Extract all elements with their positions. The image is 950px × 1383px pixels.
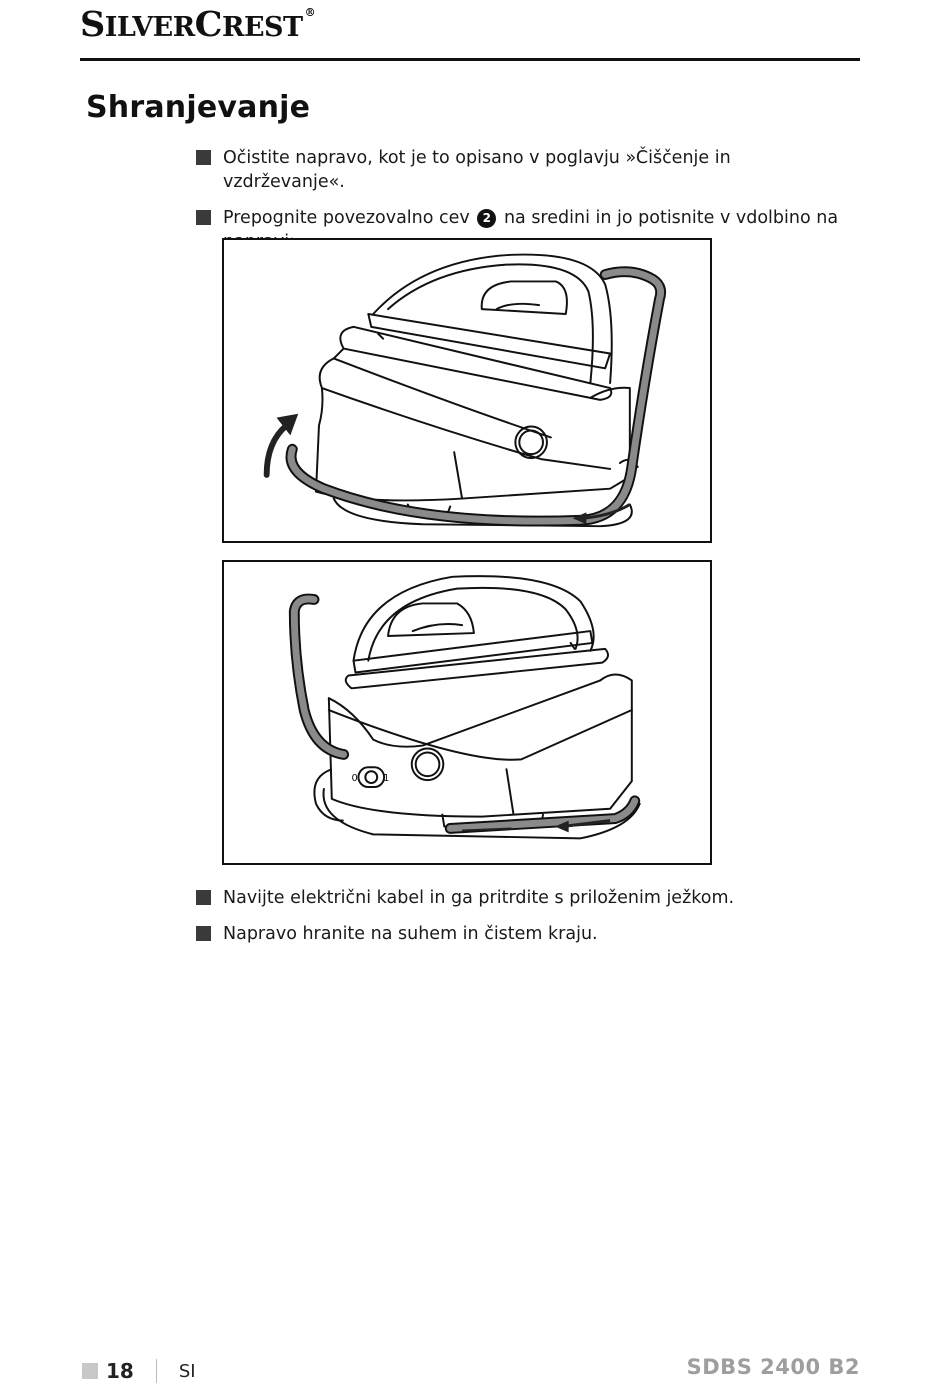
model-number: SDBS 2400 B2 <box>686 1355 860 1379</box>
hose-fill <box>294 599 343 754</box>
steps-list-bottom <box>196 886 856 958</box>
header-rule <box>80 58 860 61</box>
switch-label-off: 0 <box>351 773 358 785</box>
step-item <box>196 146 856 194</box>
step-text-before: Prepognite povezovalno cev <box>223 208 470 228</box>
page-title: Shranjevanje <box>86 90 311 125</box>
step-text: Očistite napravo, kot je to opisano v poglavju »Čiščenje in vzdrževanje«. <box>223 148 731 192</box>
step-text: Napravo hranite na suhem in čistem kraju. <box>223 924 598 944</box>
brand-silver: ILVER <box>104 12 195 43</box>
bullet-square-icon <box>196 210 211 225</box>
bullet-square-icon <box>196 926 211 941</box>
step-item <box>196 886 856 910</box>
cable-icon <box>314 769 343 820</box>
footer-separator <box>156 1359 157 1383</box>
brand-rest: REST <box>222 12 303 43</box>
bullet-square-icon <box>196 150 211 165</box>
part-number-badge: 2 <box>477 209 496 228</box>
figure-hose-folding <box>222 238 712 543</box>
brand-letter-c: C <box>194 4 223 45</box>
brand-logo <box>80 4 315 48</box>
footer-square-icon <box>82 1363 98 1379</box>
step-text: Navijte električni kabel in ga pritrdite s priloženim ježkom. <box>223 888 735 908</box>
step-text-after: na sredini in jo potisnite v vdolbino na <box>503 208 839 228</box>
switch-label-on: 1 <box>383 773 390 785</box>
registered-mark: ® <box>304 6 316 19</box>
steam-station-illustration-stored <box>224 562 710 863</box>
fold-arrow-icon <box>267 426 287 475</box>
step-item <box>196 922 856 946</box>
language-code: SI <box>178 1360 196 1382</box>
page-number: 18 <box>106 1359 134 1383</box>
figure-hose-stored <box>222 560 712 865</box>
footer-left <box>82 1357 196 1383</box>
steam-station-illustration <box>224 240 710 541</box>
bullet-square-icon <box>196 890 211 905</box>
brand-letter-s: S <box>80 4 105 45</box>
